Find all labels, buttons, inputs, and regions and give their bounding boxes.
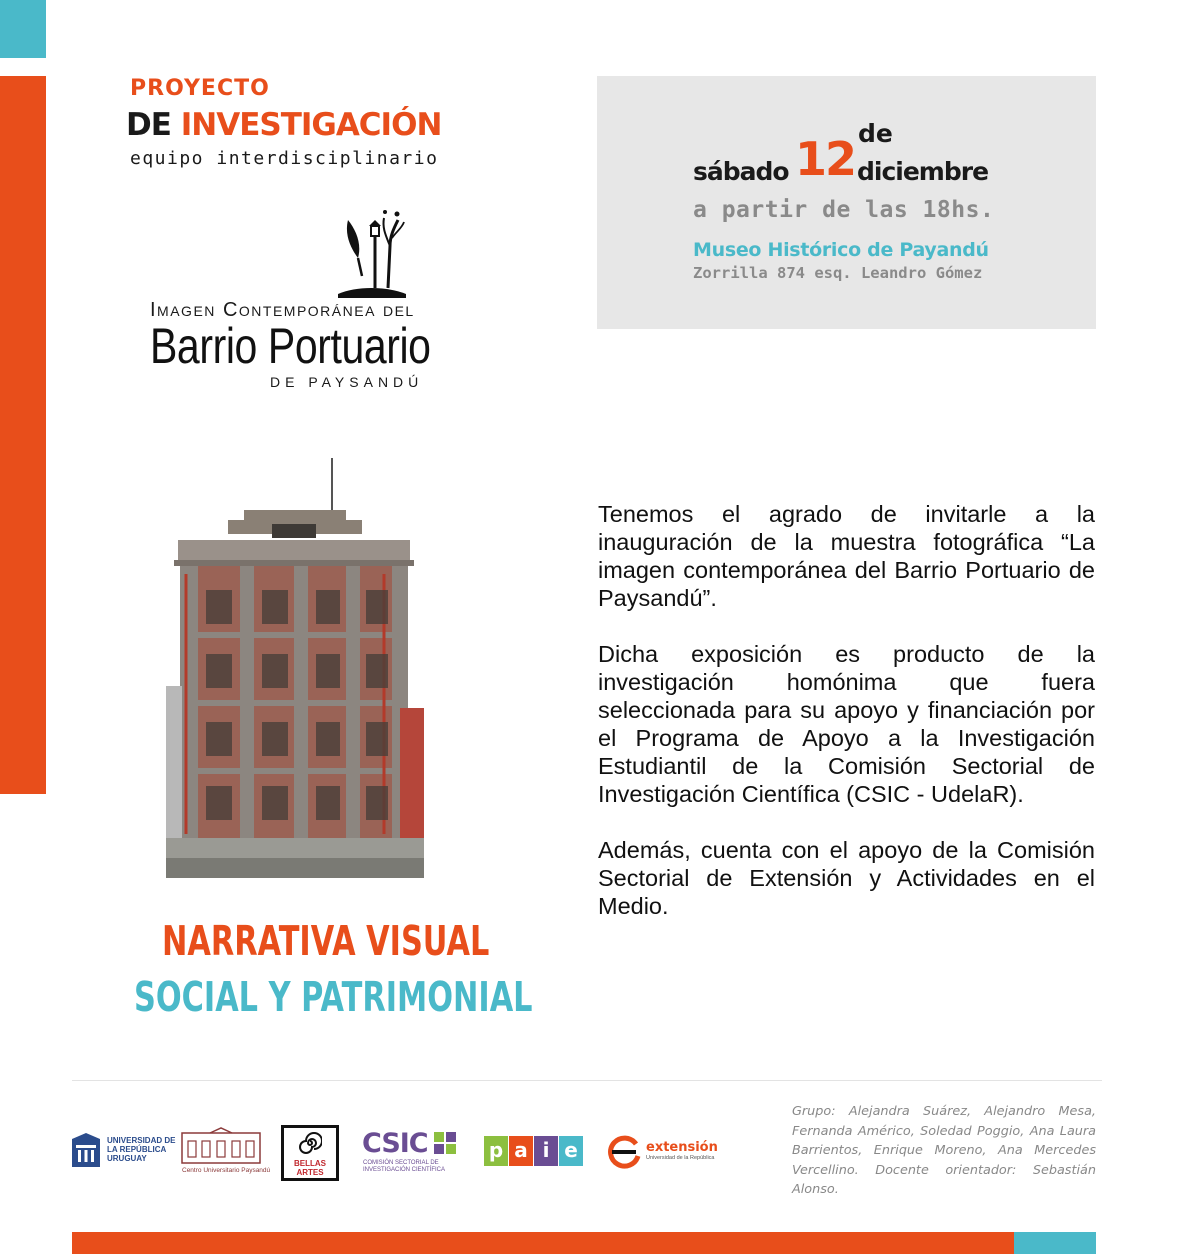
paie-logo bbox=[484, 1136, 584, 1168]
extension-logo bbox=[606, 1134, 718, 1170]
barrio-logo-city: DE PAYSANDÚ bbox=[270, 374, 424, 390]
event-month: diciembre bbox=[857, 157, 989, 186]
barrio-logo-big-title: Barrio Portuario bbox=[150, 318, 431, 374]
footer-divider bbox=[72, 1080, 1102, 1081]
extension-logo-subtitle: Universidad de la República bbox=[646, 1155, 715, 1161]
project-label: PROYECTO bbox=[130, 76, 270, 101]
csic-puzzle-icon bbox=[434, 1132, 456, 1154]
project-subtitle: equipo interdisciplinario bbox=[130, 148, 439, 169]
barrio-logo-small-title: Imagen Contemporánea del bbox=[150, 299, 415, 321]
csic-logo bbox=[362, 1128, 460, 1176]
event-de: de bbox=[858, 119, 893, 148]
paie-letter-e: e bbox=[559, 1136, 583, 1166]
bellas-artes-logo bbox=[281, 1125, 339, 1181]
credits-text: Grupo: Alejandra Suárez, Alejandro Mesa, Fernanda Américo, Soledad Poggio, Ana Laura Barrientos, Enrique Moreno, Ana Mercedes Vercellino. Docente orientador: Sebastián Alonso. bbox=[792, 1104, 1096, 1197]
centro-universitario-paysandu-logo bbox=[180, 1127, 271, 1177]
lamppost-tree-icon bbox=[336, 206, 406, 298]
udelar-logo-text: UNIVERSIDAD DE LA REPÚBLICA URUGUAY bbox=[107, 1136, 176, 1163]
extension-logo-word: extensión bbox=[646, 1140, 718, 1155]
decorative-bar-cyan-top bbox=[0, 0, 46, 58]
cup-building-icon bbox=[180, 1127, 262, 1165]
extension-ring-icon bbox=[606, 1134, 642, 1170]
event-weekday: sábado bbox=[693, 157, 789, 186]
decorative-bar-cyan-bottom bbox=[1014, 1232, 1096, 1254]
invitation-paragraph: Además, cuenta con el apoyo de la Comisión Sectorial de Extensión y Actividades en el Medio. bbox=[598, 837, 1095, 919]
decorative-bar-orange-left bbox=[0, 76, 46, 794]
invitation-paragraph: Dicha exposición es producto de la investigación homónima que fuera seleccionada para su apoyo y financiación por el Programa de Apoyo a la Investigación Estudiantil de la Comisión Sectorial de Investigación Científica (CSIC - UdelaR). bbox=[598, 641, 1095, 807]
project-title-prefix: DE bbox=[126, 107, 171, 143]
paie-letter-a: a bbox=[509, 1136, 533, 1166]
bellas-artes-logo-text: BELLAS ARTES bbox=[294, 1159, 326, 1177]
narrative-title-line1: NARRATIVA VISUAL bbox=[162, 917, 490, 965]
decorative-bar-orange-bottom bbox=[72, 1232, 1014, 1254]
project-title bbox=[126, 107, 441, 143]
csic-logo-subtitle: COMISIÓN SECTORIAL DE INVESTIGACIÓN CIENTÍFICA bbox=[363, 1160, 446, 1173]
event-time: a partir de las 18hs. bbox=[693, 197, 995, 223]
event-venue: Museo Histórico de Payandú bbox=[693, 239, 989, 261]
cup-logo-text: Centro Universitario Paysandú bbox=[182, 1167, 271, 1174]
historic-building-photo bbox=[166, 454, 424, 878]
csic-logo-word: CSIC bbox=[362, 1128, 428, 1159]
udelar-logo bbox=[70, 1133, 180, 1169]
narrative-title-line2: SOCIAL Y PATRIMONIAL bbox=[134, 973, 533, 1021]
event-day-number: 12 bbox=[795, 132, 856, 186]
paie-letter-p: p bbox=[484, 1136, 508, 1166]
paie-letter-i: i bbox=[534, 1136, 558, 1166]
udelar-crest-icon bbox=[70, 1133, 102, 1167]
invitation-body bbox=[598, 500, 1095, 948]
event-address: Zorrilla 874 esq. Leandro Gómez bbox=[693, 264, 983, 282]
project-title-accent: INVESTIGACIÓN bbox=[180, 107, 442, 143]
spiral-icon bbox=[298, 1131, 322, 1155]
invitation-paragraph: Tenemos el agrado de invitarle a la inauguración de la muestra fotográfica “La imagen contemporánea del Barrio Portuario de Paysandú”. bbox=[598, 501, 1095, 611]
